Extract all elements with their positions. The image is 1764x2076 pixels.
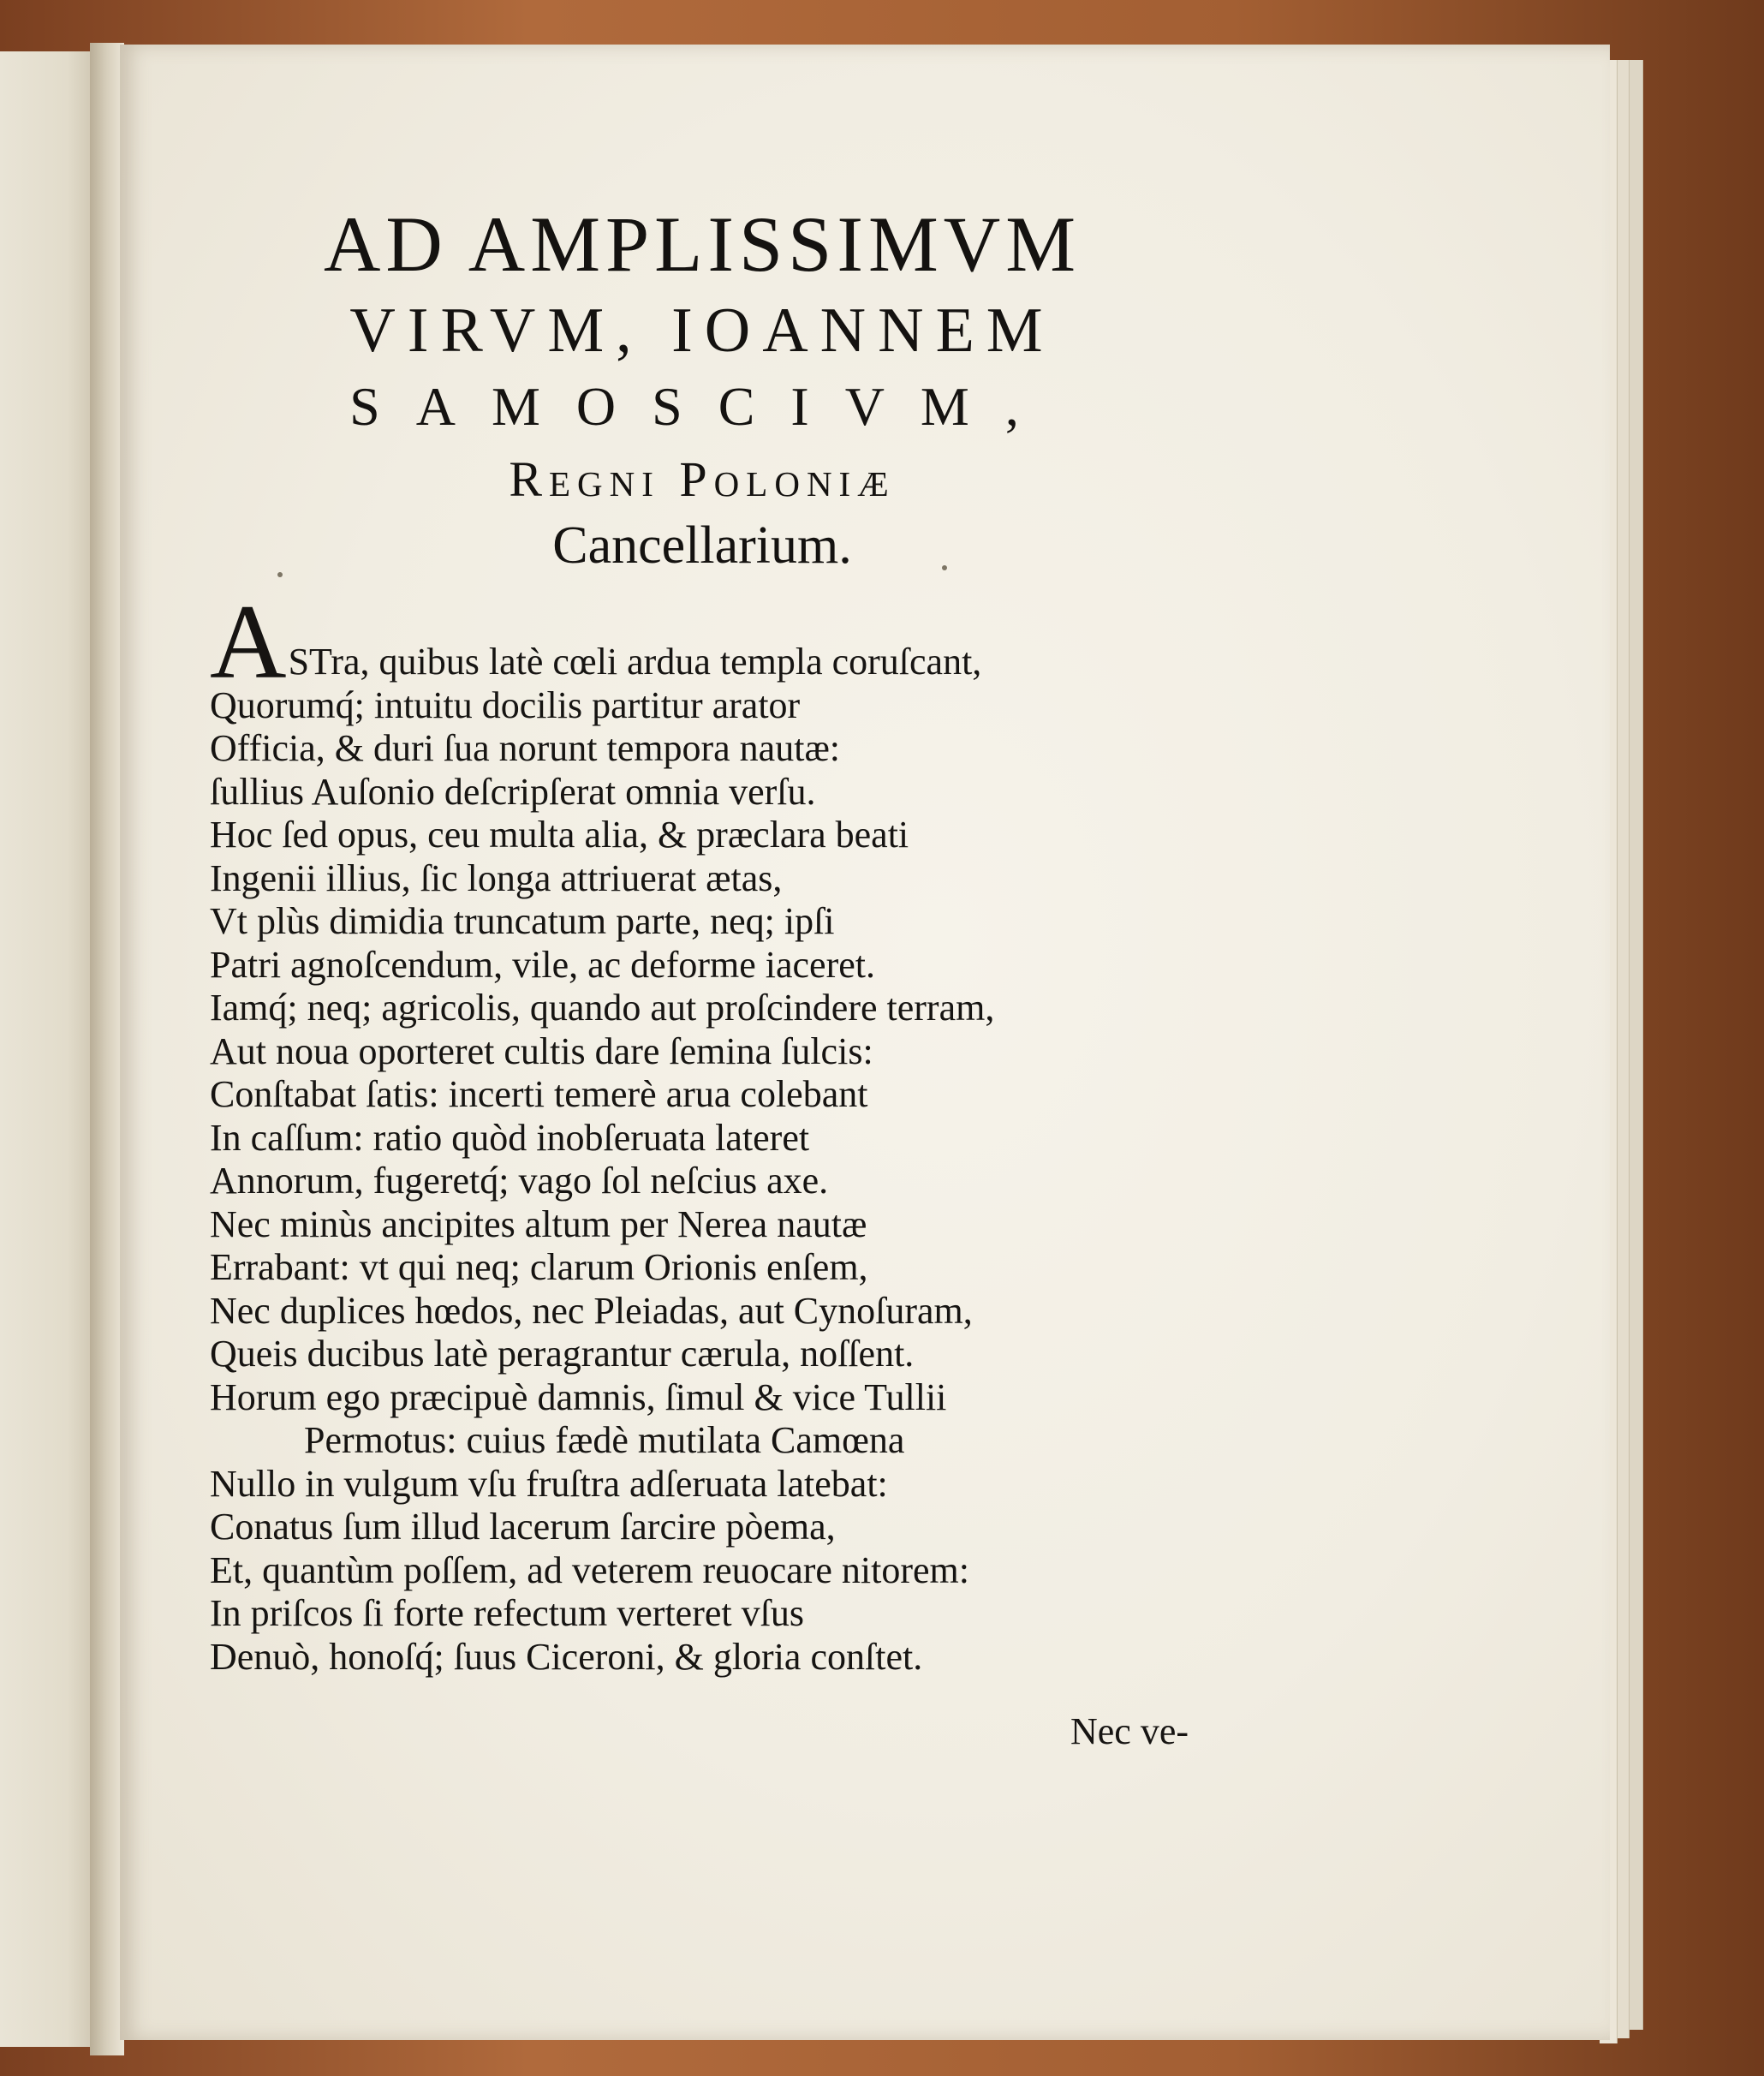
title-line-4: Regni Poloniæ xyxy=(509,451,896,507)
ink-speck xyxy=(942,565,947,570)
poem-line: Denuò, honoſq́; ſuus Ciceroni, & gloria conſtet. xyxy=(210,1635,923,1678)
poem-line: Conatus ſum illud lacerum ſarcire pòema, xyxy=(210,1506,836,1548)
poem-line: Quorumq́; intuitu docilis partitur arator xyxy=(210,683,801,726)
poem-line: Horum ego præcipuè damnis, ſimul & vice Tullii xyxy=(210,1375,947,1418)
poem-line: Et, quantùm poſſem, ad veterem reuocare nitorem: xyxy=(210,1548,970,1591)
title-line-5: Cancellarium. xyxy=(552,516,852,575)
poem-line: Permotus: cuius fædè mutilata Camœna xyxy=(304,1419,905,1461)
poem-line: Iamq́; neq; agricolis, quando aut proſcindere terram, xyxy=(210,987,995,1029)
poem-line: ſullius Auſonio deſcripſerat omnia verſu. xyxy=(210,770,816,813)
poem-first-line xyxy=(210,583,1220,701)
drop-cap: A xyxy=(210,583,287,701)
poem-line: Annorum, fugeretq́; vago ſol neſcius axe. xyxy=(210,1160,829,1202)
poem-line: In caſſum: ratio quòd inobſeruata lateret xyxy=(210,1116,810,1159)
title-block xyxy=(206,197,1199,576)
poem-line: In priſcos ſi forte refectum verteret vſus xyxy=(210,1592,804,1634)
poem-line: Queis ducibus latè peragrantur cærula, noſſent. xyxy=(210,1333,915,1375)
poem-line: Nec minùs ancipites altum per Nerea nautæ xyxy=(210,1202,867,1245)
poem-first-line-text: STra, quibus latè cœli ardua templa coruſcant, xyxy=(288,641,982,683)
title-line-3: SAMOSCIVM, xyxy=(349,376,1055,437)
poem-line: Hoc ſed opus, ceu multa alia, & præclara beati xyxy=(210,814,909,856)
left-page-edge xyxy=(0,51,98,2047)
poem-line: Patri agnoſcendum, vile, ac deforme iaceret. xyxy=(210,943,875,986)
title-line-2: VIRVM, IOANNEM xyxy=(349,295,1055,366)
catchword: Nec ve- xyxy=(1070,1710,1189,1752)
gutter xyxy=(90,43,124,2055)
show-through-bleed xyxy=(1207,267,1687,1321)
poem-line: Nec duplices hœdos, nec Pleiadas, aut Cynoſuram, xyxy=(210,1289,973,1332)
poem-line: Nullo in vulgum vſu fruſtra adſeruata latebat: xyxy=(210,1462,888,1505)
poem-line: Officia, & duri ſua norunt tempora nautæ: xyxy=(210,727,841,769)
title-line-1: AD AMPLISSIMVM xyxy=(323,200,1082,288)
poem-line: Aut noua oporteret cultis dare ſemina ſulcis: xyxy=(210,1029,873,1072)
poem-body xyxy=(210,583,1220,1679)
poem-line: Vt plùs dimidia truncatum parte, neq; ipſi xyxy=(210,900,835,942)
poem-line: Ingenii illius, ſic longa attriuerat ætas, xyxy=(210,856,783,899)
poem-line: Conſtabat ſatis: incerti temerè arua colebant xyxy=(210,1073,868,1115)
ink-speck xyxy=(277,572,283,577)
poem-line: Errabant: vt qui neq; clarum Orionis enſem, xyxy=(210,1246,868,1288)
